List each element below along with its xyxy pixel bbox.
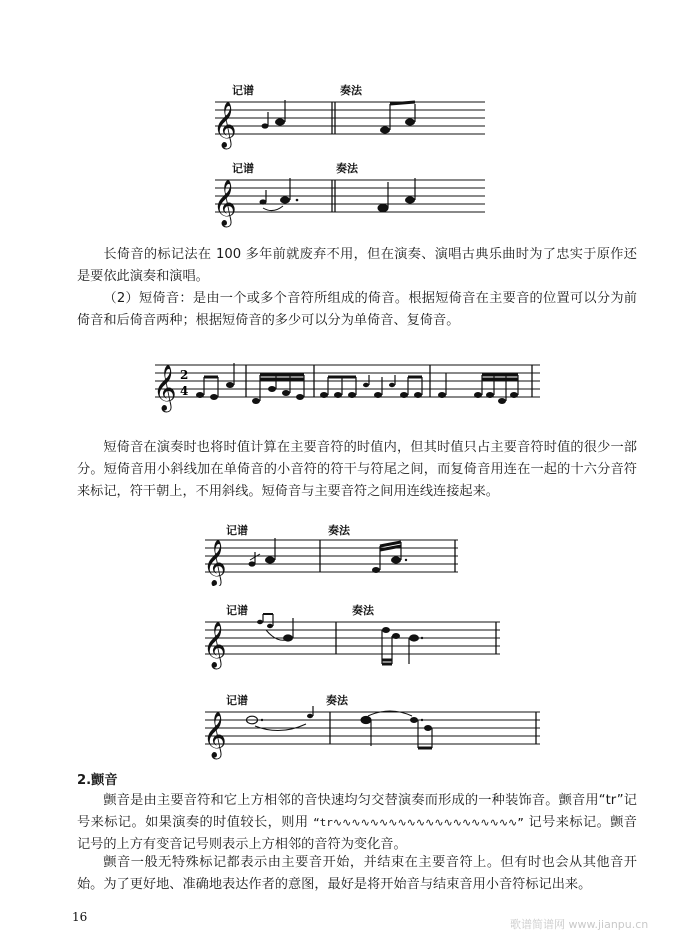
- paragraph-trill-definition: [77, 790, 637, 856]
- svg-text:𝄞: 𝄞: [153, 365, 177, 411]
- example1-performance-label: 奏法: [340, 84, 362, 97]
- main-note: [275, 118, 285, 125]
- time-signature-top: 2: [180, 368, 189, 382]
- svg-text:𝄞: 𝄞: [213, 180, 237, 226]
- paragraph-short-appoggiatura: （2）短倚音：是由一个或多个音符所组成的倚音。根据短倚音在主要音的位置可以分为前倚音和后倚音两种；根据短倚音的多少可以分为单倚音、复倚音。: [77, 291, 637, 328]
- example5-staff: [200, 612, 510, 678]
- page-number: 16: [72, 910, 88, 924]
- paragraph-trill-start: 颤音一般无特殊标记都表示由主要音开始，并结束在主要音符上。但有时也会从其他音开始。为了更好地、准确地表达作者的意图，最好是将开始音与结束音用小音符标记出来。: [77, 855, 637, 892]
- treble-clef-icon: 𝄞: [213, 102, 237, 148]
- example2-performance-label: 奏法: [336, 162, 358, 175]
- example2-staff: [205, 168, 495, 228]
- paragraph-short-appoggiatura-performance: 短倚音在演奏时也将时值计算在主要音符的时值内，但其时值只占主要音符时值的很少一部分。短倚音用小斜线加在单倚音的小音符的符干与符尾之间，而复倚音用连在一起的十六分音符来标记，符干朝上，不用斜线。短倚音与主要音符之间用连线连接起来。: [77, 440, 637, 499]
- example4-performance-label: 奏法: [328, 524, 350, 537]
- svg-text:𝄞: 𝄞: [203, 712, 227, 758]
- example6-performance-label: 奏法: [326, 694, 348, 707]
- example1-staff: [205, 90, 495, 150]
- example6-staff: [200, 702, 550, 764]
- example4-staff: [200, 530, 470, 586]
- example1-notation-label: 记谱: [232, 84, 254, 97]
- watermark: 歌谱简谱网 www.jianpu.cn: [510, 918, 649, 931]
- example2-notation-label: 记谱: [232, 162, 254, 175]
- example6-notation-label: 记谱: [226, 694, 248, 707]
- section-title-trill: 2.颤音: [77, 773, 118, 788]
- time-signature-bottom: 4: [180, 384, 189, 398]
- measure-3: [320, 375, 422, 398]
- trill-sign: “tr∿∿∿∿∿∿∿∿∿∿∿∿∿∿∿∿∿∿∿∿”: [313, 816, 524, 829]
- trill-text-part-a: 颤音是由主要音符和它上方相邻的音快速均匀交替演奏而形成的一种装饰音。颤音用“tr”记号来标记。如果演奏的时值较长，则用: [77, 793, 637, 830]
- svg-text:𝄞: 𝄞: [203, 540, 227, 586]
- example5-performance-label: 奏法: [352, 604, 374, 617]
- paragraph-long-appoggiatura: 长倚音的标记法在 100 多年前就废弃不用，但在演奏、演唱古典乐曲时为了忠实于原作还是要依此演奏和演唱。: [77, 247, 637, 284]
- example3-staff: [150, 355, 550, 415]
- example5-notation-label: 记谱: [226, 604, 248, 617]
- svg-text:𝄞: 𝄞: [203, 622, 227, 668]
- example4-notation-label: 记谱: [226, 524, 248, 537]
- trill-text-part-b: 记号来标记。颤音记号的上方有变音记号则表示上方相邻的音符为变化音。: [77, 815, 637, 852]
